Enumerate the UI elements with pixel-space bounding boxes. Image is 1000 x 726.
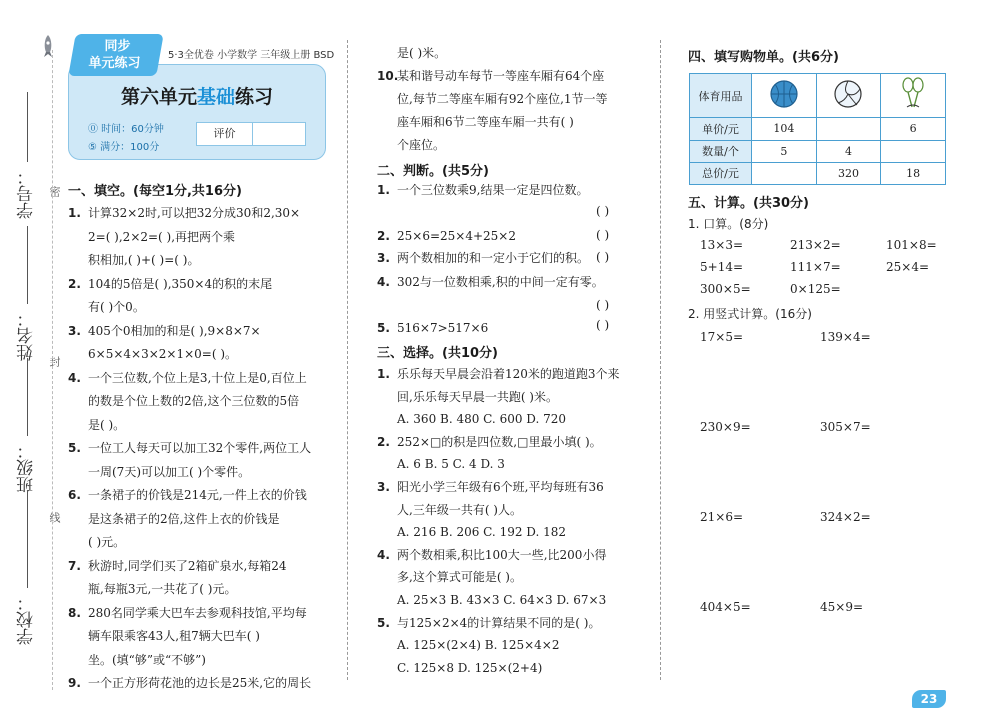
oral-problem[interactable]: 5+14= bbox=[700, 260, 744, 274]
quantity-cell[interactable]: 5 bbox=[752, 140, 817, 162]
price-cell[interactable] bbox=[816, 118, 881, 140]
question-continuation bbox=[377, 91, 608, 107]
quantity-cell[interactable] bbox=[881, 140, 946, 162]
question-continuation bbox=[68, 511, 279, 527]
question-text: 是( )。 bbox=[88, 417, 126, 432]
evaluation-label: 评价 bbox=[197, 123, 253, 145]
question-text: C. 125×8 D. 125×(2+4) bbox=[397, 660, 543, 675]
class-field[interactable] bbox=[27, 358, 28, 436]
section-shopping-list: 四、填写购物单。(共6分) bbox=[688, 50, 839, 65]
full-score: ⑤ 满分：100分 bbox=[88, 142, 160, 153]
question-text: 一个三位数乘9,结果一定是四位数。 bbox=[397, 183, 589, 197]
row-head-items: 体育用品 bbox=[690, 74, 752, 118]
name-label: 姓名： bbox=[17, 310, 37, 361]
question-continuation bbox=[377, 637, 560, 653]
question-number: 10. bbox=[377, 69, 399, 83]
question-text: 乐乐每天早晨会沿着120米的跑道跑3个来 bbox=[397, 367, 620, 381]
question-number: 2. bbox=[377, 434, 390, 449]
row-head-total: 总价/元 bbox=[690, 162, 752, 184]
seal-feng: 封 bbox=[48, 356, 61, 367]
total-cell[interactable]: 18 bbox=[881, 162, 946, 184]
answer-paren[interactable]: ( ) bbox=[596, 318, 610, 332]
question-text: 与125×2×4的计算结果不同的是( )。 bbox=[397, 615, 601, 630]
seal-mi: 密 bbox=[48, 186, 61, 197]
question-text: 人,三年级一共有( )人。 bbox=[397, 502, 522, 517]
question-line bbox=[377, 479, 604, 495]
question-continuation bbox=[377, 45, 446, 61]
section-fill-blanks: 一、填空。(每空1分,共16分) bbox=[68, 184, 242, 199]
question-continuation bbox=[68, 417, 125, 433]
page-title bbox=[68, 82, 326, 109]
series-title: 5·3全优卷 小学数学 三年级上册 BSD bbox=[168, 50, 335, 61]
question-number: 4. bbox=[377, 547, 390, 562]
question-text: 2=( ),2×2=( ),再把两个乘 bbox=[88, 229, 236, 244]
question-number: 5. bbox=[377, 615, 390, 630]
question-continuation bbox=[68, 299, 145, 315]
question-continuation bbox=[68, 534, 125, 550]
question-line bbox=[377, 547, 606, 563]
answer-paren[interactable]: ( ) bbox=[596, 298, 610, 312]
judge-question bbox=[377, 182, 588, 198]
question-text: 秋游时,同学们买了2箱矿泉水,每箱24 bbox=[88, 558, 287, 573]
price-cell[interactable]: 6 bbox=[881, 118, 946, 140]
row-head-quantity: 数量/个 bbox=[690, 140, 752, 162]
question-line bbox=[68, 276, 272, 292]
vertical-calc-title: 2. 用竖式计算。(16分) bbox=[688, 307, 812, 321]
question-text: 516×7>517×6 bbox=[397, 321, 489, 335]
question-number: 3. bbox=[377, 480, 390, 494]
question-continuation bbox=[68, 229, 235, 245]
oral-problem[interactable]: 300×5= bbox=[700, 282, 751, 296]
oral-calc-title: 1. 口算。(8分) bbox=[688, 217, 769, 231]
oral-problem[interactable]: 213×2= bbox=[790, 238, 841, 252]
judge-question bbox=[377, 274, 604, 290]
question-line bbox=[68, 558, 287, 574]
question-number: 7. bbox=[68, 558, 81, 573]
question-continuation bbox=[377, 569, 522, 585]
section-true-false: 二、判断。(共5分) bbox=[377, 164, 489, 179]
question-number: 5. bbox=[377, 321, 390, 335]
vertical-problem[interactable]: 324×2= bbox=[820, 510, 871, 524]
question-text: 405个0相加的和是( ),9×8×7× bbox=[88, 323, 261, 338]
question-continuation bbox=[377, 389, 558, 405]
question-text: A. 216 B. 206 C. 192 D. 182 bbox=[397, 525, 567, 540]
question-text: 302与一位数相乘,积的中间一定有零。 bbox=[397, 275, 604, 289]
seal-xian: 线 bbox=[48, 512, 61, 523]
question-continuation bbox=[377, 411, 566, 427]
judge-question bbox=[377, 228, 516, 244]
question-text: 两个数相加的和一定小于它们的积。 bbox=[397, 251, 590, 265]
question-text: 阳光小学三年级有6个班,平均每班有36 bbox=[397, 480, 604, 494]
question-text: A. 6 B. 5 C. 4 D. 3 bbox=[397, 457, 505, 472]
question-text: 积相加,( )+( )=( )。 bbox=[88, 253, 200, 267]
unit-tag bbox=[68, 34, 163, 76]
class-label: 班级： bbox=[17, 442, 37, 493]
question-text: 一位工人每天可以加工32个零件,两位工人 bbox=[88, 441, 312, 455]
question-text: A. 125×(2×4) B. 125×4×2 bbox=[397, 638, 560, 653]
seal-line bbox=[52, 50, 53, 690]
vertical-problem[interactable]: 21×6= bbox=[700, 510, 744, 524]
question-continuation bbox=[68, 464, 250, 480]
vertical-problem[interactable]: 17×5= bbox=[700, 330, 744, 344]
question-continuation bbox=[377, 456, 505, 472]
question-number: 4. bbox=[68, 370, 81, 385]
question-text: 某和谐号动车每节一等座车厢有64个座 bbox=[397, 69, 605, 83]
question-continuation bbox=[377, 660, 542, 676]
question-text: 280名同学乘大巴车去参观科技馆,平均每 bbox=[88, 605, 307, 620]
question-number: 3. bbox=[377, 251, 390, 265]
question-number: 8. bbox=[68, 605, 81, 620]
question-continuation bbox=[68, 393, 299, 409]
question-text: 计算32×2时,可以把32分成30和2,30× bbox=[88, 206, 301, 220]
question-text: 座车厢和6节二等座车厢一共有( ) bbox=[397, 115, 574, 129]
student-id-field[interactable] bbox=[27, 92, 28, 162]
question-text: 一个三位数,个位上是3,十位上是0,百位上 bbox=[88, 370, 307, 385]
oral-problem[interactable]: 25×4= bbox=[886, 260, 930, 274]
question-continuation bbox=[68, 652, 206, 668]
question-text: 是( )米。 bbox=[397, 46, 447, 60]
question-line bbox=[68, 323, 261, 339]
question-line bbox=[68, 440, 311, 456]
question-number: 9. bbox=[68, 676, 81, 690]
evaluation-field[interactable] bbox=[253, 123, 305, 145]
oral-problem[interactable]: 13×3= bbox=[700, 238, 744, 252]
answer-paren[interactable]: ( ) bbox=[596, 250, 610, 264]
quantity-cell[interactable]: 4 bbox=[816, 140, 881, 162]
judge-question bbox=[377, 320, 488, 336]
question-text: 25×6=25×4+25×2 bbox=[397, 229, 516, 243]
oral-problem[interactable]: 111×7= bbox=[790, 260, 841, 274]
unit-tag-line1: 同步 bbox=[104, 39, 131, 54]
name-field[interactable] bbox=[27, 226, 28, 304]
answer-paren[interactable]: ( ) bbox=[596, 228, 610, 242]
question-line bbox=[377, 434, 602, 450]
question-continuation bbox=[377, 524, 566, 540]
time-limit: ⓪ 时间：60分钟 bbox=[88, 124, 164, 135]
question-line bbox=[377, 615, 600, 631]
question-line bbox=[68, 675, 311, 691]
question-text: 辆车限乘客43人,租7辆大巴车( ) bbox=[88, 629, 260, 643]
question-continuation bbox=[377, 592, 606, 608]
evaluation-box bbox=[196, 122, 306, 146]
question-text: 一周(7天)可以加工( )个零件。 bbox=[88, 464, 251, 479]
question-continuation bbox=[377, 502, 522, 518]
vertical-problem[interactable]: 139×4= bbox=[820, 330, 871, 344]
badminton-rackets-icon bbox=[881, 74, 946, 118]
question-number: 1. bbox=[377, 367, 390, 381]
answer-paren[interactable]: ( ) bbox=[596, 204, 610, 218]
question-continuation bbox=[68, 628, 260, 644]
question-number: 4. bbox=[377, 275, 390, 289]
question-line bbox=[377, 68, 604, 84]
title-post: 练习 bbox=[235, 86, 274, 108]
judge-question bbox=[377, 250, 589, 266]
title-pre: 第六单元 bbox=[120, 86, 197, 108]
vertical-problem[interactable]: 230×9= bbox=[700, 420, 751, 434]
binding-strip bbox=[0, 0, 61, 726]
volleyball-icon bbox=[816, 74, 881, 118]
question-line bbox=[377, 366, 620, 382]
vertical-problem[interactable]: 305×7= bbox=[820, 420, 871, 434]
question-text: 位,每节二等座车厢有92个座位,1节一等 bbox=[397, 92, 608, 106]
question-number: 3. bbox=[68, 323, 81, 338]
unit-tag-line2: 单元练习 bbox=[88, 56, 141, 71]
school-field[interactable] bbox=[27, 490, 28, 588]
total-cell[interactable]: 320 bbox=[816, 162, 881, 184]
question-number: 1. bbox=[68, 206, 81, 220]
question-text: 是这条裙子的2倍,这件上衣的价钱是 bbox=[88, 511, 280, 526]
shopping-table bbox=[689, 73, 946, 185]
title-highlight: 基础 bbox=[196, 86, 235, 108]
question-number: 2. bbox=[377, 229, 390, 243]
question-number: 6. bbox=[68, 488, 81, 502]
section-multiple-choice: 三、选择。(共10分) bbox=[377, 346, 498, 361]
question-line bbox=[68, 370, 307, 386]
section-calculation: 五、计算。(共30分) bbox=[688, 196, 809, 211]
oral-problem[interactable]: 0×125= bbox=[790, 282, 841, 296]
school-label: 学校： bbox=[17, 594, 37, 645]
column-divider bbox=[347, 40, 348, 680]
question-continuation bbox=[68, 581, 236, 597]
student-id-label: 学号： bbox=[17, 168, 37, 219]
question-text: 252×□的积是四位数,□里最小填( )。 bbox=[397, 434, 602, 449]
question-text: 回,乐乐每天早晨一共跑( )米。 bbox=[397, 389, 558, 404]
question-continuation bbox=[377, 114, 574, 130]
question-text: 6×5×4×3×2×1×0=( )。 bbox=[88, 347, 238, 361]
question-number: 5. bbox=[68, 441, 81, 455]
question-line bbox=[68, 605, 307, 621]
question-line bbox=[68, 205, 300, 221]
vertical-problem[interactable]: 404×5= bbox=[700, 600, 751, 614]
page-number: 23 bbox=[912, 690, 946, 708]
oral-problem[interactable]: 101×8= bbox=[886, 238, 937, 252]
question-continuation bbox=[68, 252, 199, 268]
row-head-price: 单价/元 bbox=[690, 118, 752, 140]
question-text: A. 360 B. 480 C. 600 D. 720 bbox=[397, 412, 567, 427]
question-continuation bbox=[377, 137, 445, 153]
question-text: 一条裙子的价钱是214元,一件上衣的价钱 bbox=[88, 488, 307, 502]
question-text: 多,这个算式可能是( )。 bbox=[397, 570, 522, 585]
question-text: 个座位。 bbox=[397, 138, 446, 152]
question-text: 瓶,每瓶3元,一共花了( )元。 bbox=[88, 582, 237, 596]
question-text: 104的5倍是( ),350×4的积的末尾 bbox=[88, 276, 273, 291]
vertical-problem[interactable]: 45×9= bbox=[820, 600, 864, 614]
question-number: 1. bbox=[377, 183, 390, 197]
question-number: 2. bbox=[68, 276, 81, 291]
question-text: 两个数相乘,积比100大一些,比200小得 bbox=[397, 547, 607, 562]
question-text: 有( )个0。 bbox=[88, 300, 145, 314]
question-continuation bbox=[68, 346, 237, 362]
question-text: A. 25×3 B. 43×3 C. 64×3 D. 67×3 bbox=[397, 593, 607, 607]
column-divider bbox=[660, 40, 661, 680]
basketball-icon bbox=[752, 74, 817, 118]
question-text: 坐。(填“够”或“不够”) bbox=[88, 652, 206, 667]
question-text: ( )元。 bbox=[88, 535, 126, 549]
question-line bbox=[68, 487, 307, 503]
question-text: 一个正方形荷花池的边长是25米,它的周长 bbox=[88, 676, 312, 690]
price-cell[interactable]: 104 bbox=[752, 118, 817, 140]
question-text: 的数是个位上数的2倍,这个三位数的5倍 bbox=[88, 394, 300, 408]
total-cell[interactable] bbox=[752, 162, 817, 184]
